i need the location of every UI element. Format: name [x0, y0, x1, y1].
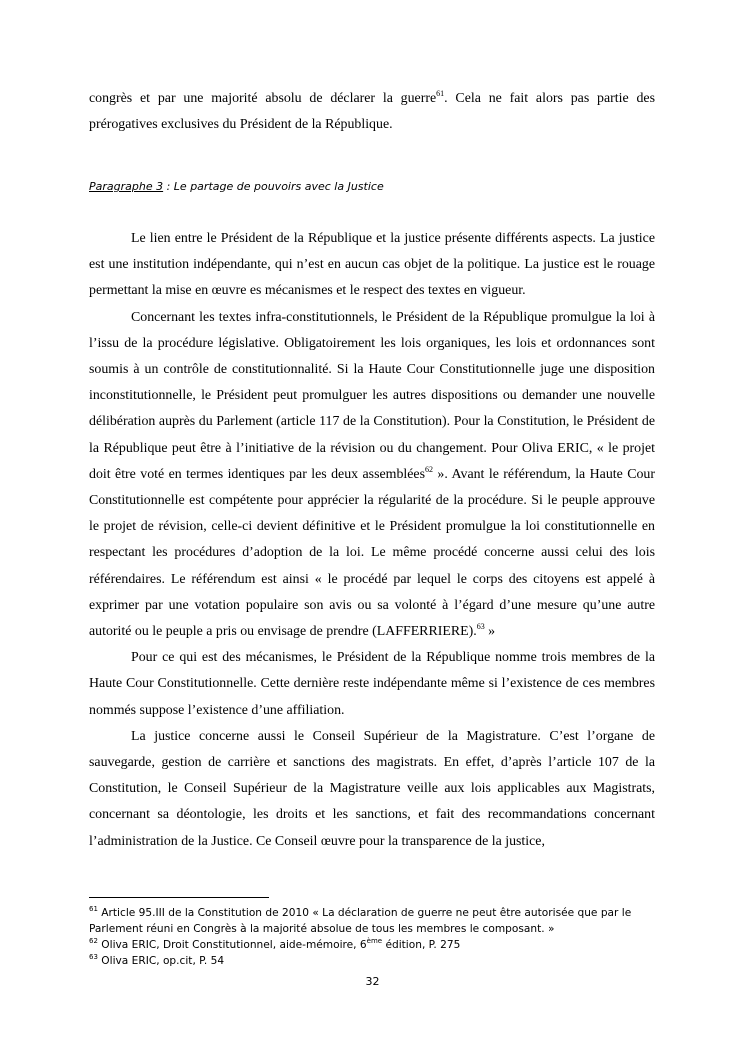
top-paragraph	[89, 86, 655, 138]
page-number: 32	[365, 975, 380, 988]
main-body	[89, 226, 655, 855]
footnote-62	[89, 937, 655, 953]
edition-superscript: ème	[366, 937, 383, 945]
footnote-text-end: édition, P. 275	[382, 939, 461, 951]
footnote-ref-61[interactable]: 61	[436, 89, 445, 98]
section-heading	[89, 180, 384, 193]
footnote-separator	[89, 897, 269, 898]
body-paragraph-3: Pour ce qui est des mécanismes, le Président de la République nomme trois membres de la Haute Cour Constitutionnelle. Cette dernière reste indépendante même si l’existence de ces membres nommés suppose l’existence d’une affiliation.	[89, 650, 655, 718]
footnote-63	[89, 953, 655, 969]
body-paragraph-2-part1: Concernant les textes infra-constitutionnels, le Président de la République promulgue la loi à l’issu de la procédure législative. Obligatoirement les lois organiques, les lois et ordonnances sont soumis à un contrôle de constitutionnalité. Si la Haute Cour Constitutionnelle juge une disposition inconstitutionnelle, le Président peut promulguer les autres dispositions ou demander une nouvelle délibération auprès du Parlement (article 117 de la Constitution). Pour la Constitution, le Président de la République peut être à l’initiative de la révision ou du changement. Pour Oliva ERIC, « le projet doit être voté en termes identiques par les deux assemblées	[89, 309, 655, 482]
section-heading-title: : Le partage de pouvoirs avec la Justice	[163, 180, 384, 193]
body-paragraph-2-part3: »	[484, 624, 496, 640]
body-paragraph-4: La justice concerne aussi le Conseil Supérieur de la Magistrature. C’est l’organe de sauvegarde, gestion de carrière et sanctions des magistrats. En effet, d’après l’article 107 de la Constitution, le Conseil Supérieur de la Magistrature veille aux lois applicables aux Magistrats, concernant sa déontologie, les droits et les sanctions, et fait des recommandations concernant l’administration de la Justice. Ce Conseil œuvre pour la transparence de la justice,	[89, 728, 655, 849]
body-paragraph-1: Le lien entre le Président de la République et la justice présente différents aspects. La justice est une institution indépendante, qui n’est en aucun cas objet de la politique. La justice est le rouage permettant la mise en œuvre es mécanismes et le respect des textes en vigueur.	[89, 231, 655, 299]
top-paragraph-end: . Cela ne fait alors pas partie des prérogatives exclusives du Président de la République.	[89, 91, 655, 133]
footnote-61	[89, 905, 655, 937]
footnote-ref-63[interactable]: 63	[476, 622, 485, 632]
section-heading-label: Paragraphe 3	[89, 180, 164, 193]
top-paragraph-text	[89, 86, 655, 138]
body-paragraph-2	[89, 305, 655, 646]
footnote-text: Article 95.III de la Constitution de 2010 « La déclaration de guerre ne peut être autorisée que par le Parlement réuni en Congrès à la majorité absolue de tous les membres le composant. »	[89, 907, 632, 935]
footnote-number: 62	[89, 937, 98, 945]
top-paragraph-start: congrès et par une majorité absolu de déclarer la guerre	[89, 91, 437, 106]
footnote-text: Oliva ERIC, Droit Constitutionnel, aide-mémoire, 6	[97, 939, 367, 951]
footnote-number: 63	[89, 953, 98, 961]
footnote-text: Oliva ERIC, op.cit, P. 54	[97, 955, 225, 967]
footnote-number: 61	[89, 905, 98, 913]
footnote-ref-62[interactable]: 62	[425, 464, 434, 474]
footnotes	[89, 905, 655, 969]
body-paragraph-2-part2: ». Avant le référendum, la Haute Cour Constitutionnelle est compétente pour apprécier la régularité de la procédure. Si le peuple approuve le projet de révision, celle-ci devient définitive et le Président promulgue la loi constitutionnelle en respectant les procédures d’adoption de la loi. Le même procédé concerne aussi celui des lois référendaires. Le référendum est ainsi « le procédé par lequel le corps des citoyens est appelé à exprimer par une votation populaire son avis ou sa volonté à l’égard d’une mesure qu’une autre autorité ou le peuple a pris ou envisage de prendre (LAFFERRIERE).	[89, 466, 656, 640]
